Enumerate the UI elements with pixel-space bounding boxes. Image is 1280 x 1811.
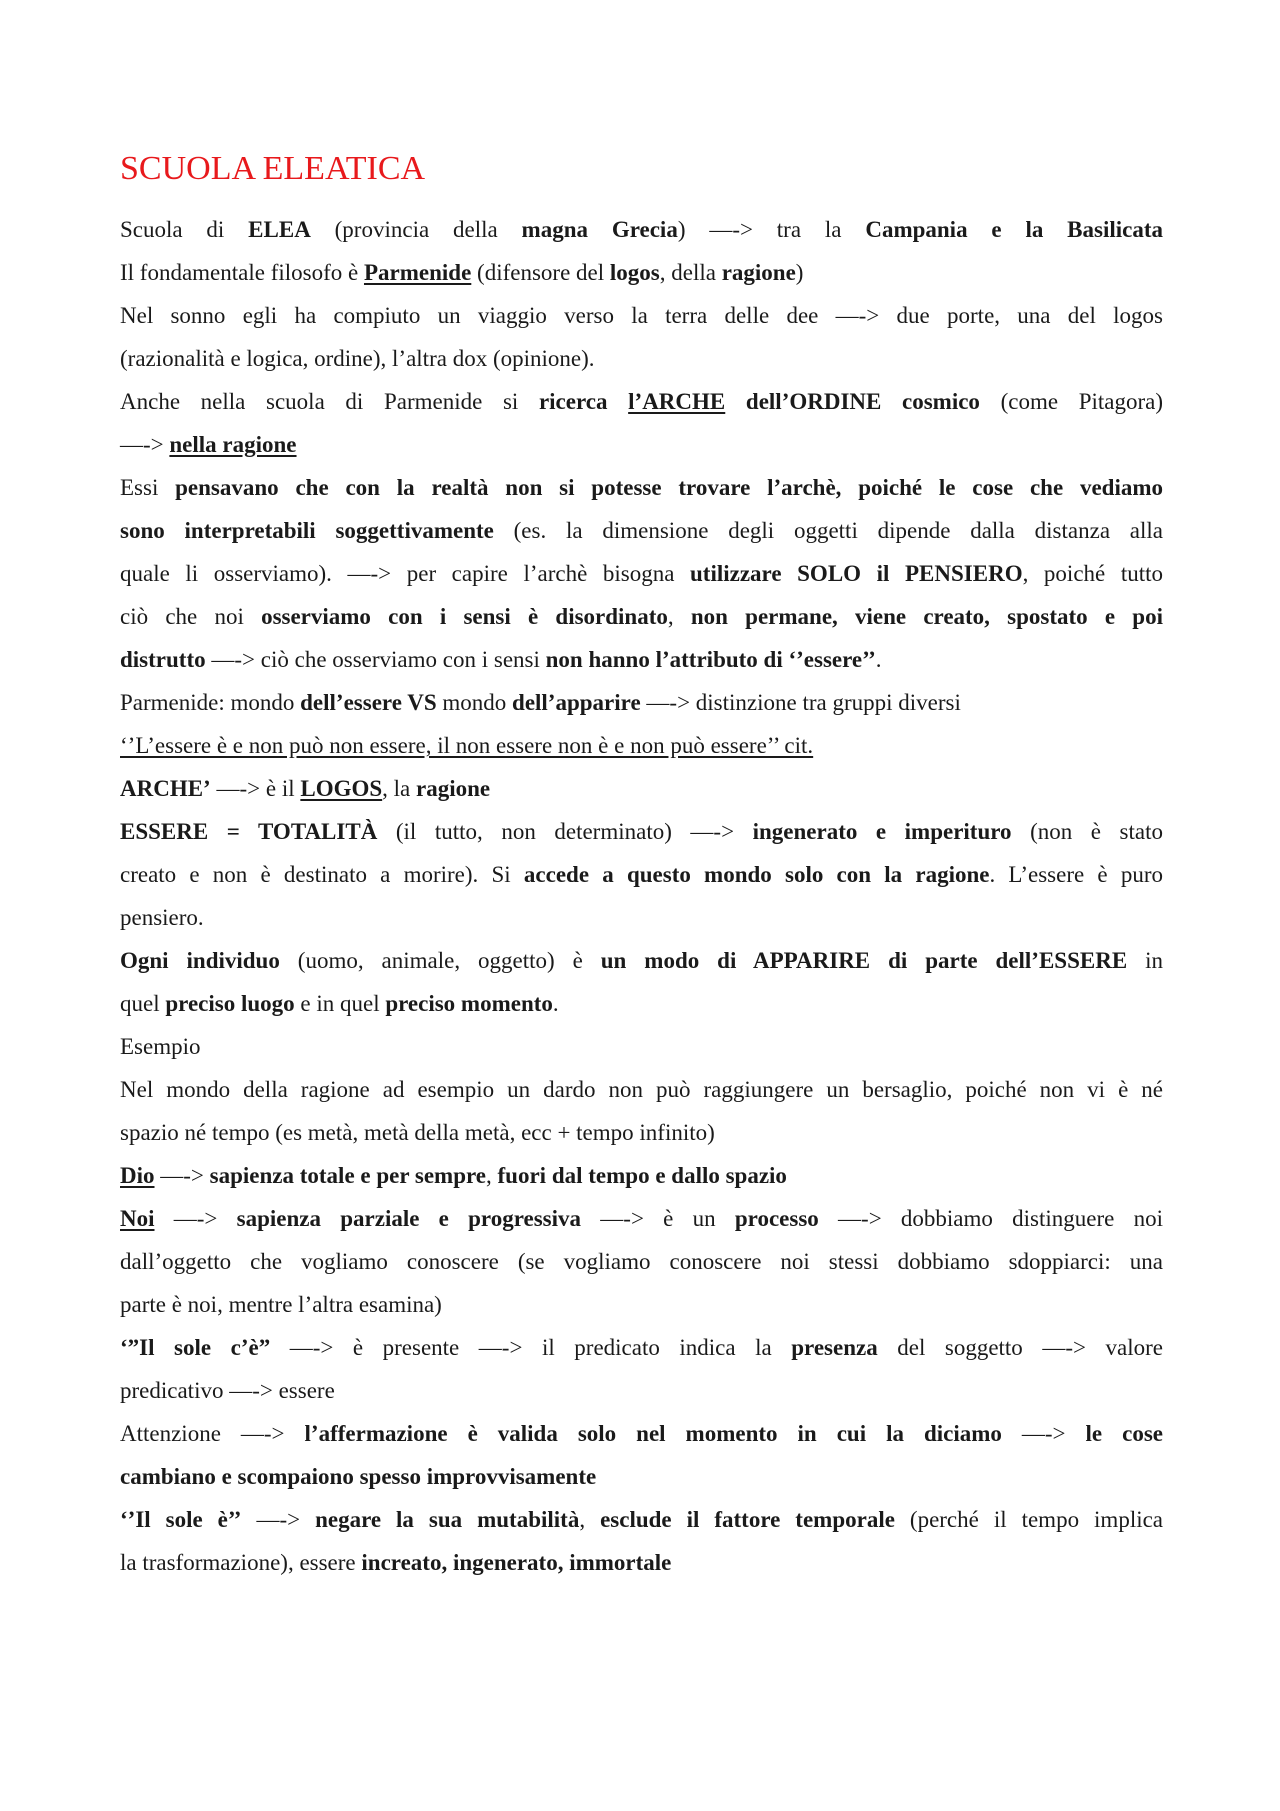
text-run: pensavano che con la realtà non si potesse trovare l’archè, poiché le cose che vediamo: [175, 475, 1163, 500]
text-run: —-> distinzione tra gruppi diversi: [640, 690, 961, 715]
text-run: processo: [734, 1206, 819, 1231]
text-run: , della: [659, 260, 722, 285]
text-run: —-> è il: [210, 776, 301, 801]
text-run: distrutto: [120, 647, 206, 672]
text-run: —->: [1001, 1421, 1086, 1446]
text-run: non permane, viene creato, spostato e poi: [690, 604, 1163, 629]
text-line: [120, 681, 1163, 724]
text-line: [120, 294, 1163, 337]
text-run: (il tutto, non determinato) —->: [377, 819, 753, 844]
text-run: non hanno l’attributo di ‘’essere’’: [545, 647, 876, 672]
text-line: [120, 1455, 1163, 1498]
text-line: [120, 1498, 1163, 1541]
text-run: [607, 389, 628, 414]
text-run: —->: [241, 1507, 316, 1532]
text-run: —->: [154, 1163, 210, 1188]
text-run: Ogni individuo: [120, 948, 280, 973]
text-line: [120, 509, 1163, 552]
text-line: [120, 466, 1163, 509]
text-run: Dio: [120, 1163, 155, 1188]
text-run: pensiero.: [120, 905, 204, 930]
text-run: Il fondamentale filosofo è: [120, 260, 364, 285]
text-run: sono interpretabili soggettivamente: [120, 518, 494, 543]
text-run: (razionalità e logica, ordine), l’altra dox (opinione).: [120, 346, 595, 371]
text-line: [120, 1326, 1163, 1369]
text-run: preciso luogo: [165, 991, 295, 1016]
text-run: increato, ingenerato, immortale: [361, 1550, 672, 1575]
text-run: l’affermazione è valida solo nel momento in cui la diciamo: [304, 1421, 1002, 1446]
text-line: [120, 767, 1163, 810]
text-line: [120, 1283, 1163, 1326]
text-run: esclude il fattore temporale: [600, 1507, 895, 1532]
text-line: [120, 208, 1163, 251]
text-run: —->: [154, 1206, 237, 1231]
text-run: dall’oggetto che vogliamo conoscere (se vogliamo conoscere noi stessi dobbiamo sdoppiarci: una: [120, 1249, 1163, 1274]
text-line: [120, 1068, 1163, 1111]
text-line: [120, 810, 1163, 853]
text-line: [120, 1412, 1163, 1455]
text-line: [120, 1154, 1163, 1197]
text-run: —-> è un: [581, 1206, 735, 1231]
text-run: e in quel: [294, 991, 386, 1016]
text-run: . L’essere è puro: [989, 862, 1163, 887]
text-run: presenza: [791, 1335, 878, 1360]
text-line: [120, 896, 1163, 939]
text-run: spazio né tempo (es metà, metà della metà, ecc + tempo infinito): [120, 1120, 715, 1145]
text-run: ragione: [721, 260, 796, 285]
text-run: in: [1127, 948, 1164, 973]
text-line: [120, 380, 1163, 423]
text-run: negare la sua mutabilità: [315, 1507, 580, 1532]
text-run: sapienza parziale e progressiva: [236, 1206, 582, 1231]
text-run: ARCHE’: [120, 776, 211, 801]
text-run: magna Grecia: [521, 217, 678, 242]
text-line: [120, 1369, 1163, 1412]
text-run: ‘’Il sole è’’: [120, 1507, 242, 1532]
text-run: Nel sonno egli ha compiuto un viaggio verso la terra delle dee —-> due porte, una del logos: [120, 303, 1163, 328]
text-run: ) —-> tra la: [677, 217, 866, 242]
text-run: quel: [120, 991, 166, 1016]
text-run: utilizzare SOLO il PENSIERO: [690, 561, 1023, 586]
text-run: del soggetto —-> valore: [877, 1335, 1163, 1360]
text-run: Essi: [120, 475, 176, 500]
text-line: [120, 595, 1163, 638]
text-line: [120, 1025, 1163, 1068]
text-run: dell’ORDINE cosmico: [745, 389, 980, 414]
text-line: [120, 1111, 1163, 1154]
text-run: Attenzione —->: [120, 1421, 305, 1446]
text-run: ricerca: [538, 389, 608, 414]
text-run: fuori dal tempo e dallo spazio: [497, 1163, 787, 1188]
text-run: (provincia della: [310, 217, 522, 242]
text-run: ESSERE = TOTALITÀ: [120, 819, 378, 844]
text-run: ,: [579, 1507, 601, 1532]
text-run: ingenerato e imperituro: [752, 819, 1012, 844]
text-run: Anche nella scuola di Parmenide si: [120, 389, 539, 414]
text-run: sapienza totale e per sempre: [209, 1163, 487, 1188]
text-line: [120, 638, 1163, 681]
text-run: ciò che noi: [120, 604, 262, 629]
text-run: le cose: [1085, 1421, 1163, 1446]
text-run: l’ARCHE: [628, 389, 726, 414]
text-run: logos: [609, 260, 660, 285]
text-run: (non è stato: [1011, 819, 1163, 844]
text-run: Esempio: [120, 1034, 201, 1059]
text-run: —-> ciò che osserviamo con i sensi: [205, 647, 546, 672]
text-run: nella ragione: [169, 432, 297, 457]
document-title: SCUOLA ELEATICA: [120, 150, 426, 187]
text-line: [120, 251, 1163, 294]
text-run: , poiché tutto: [1022, 561, 1163, 586]
text-run: (uomo, animale, oggetto) è: [279, 948, 601, 973]
text-run: (difensore del: [471, 260, 610, 285]
text-run: [725, 389, 746, 414]
text-line: [120, 1197, 1163, 1240]
text-line: [120, 1240, 1163, 1283]
text-run: preciso momento: [385, 991, 553, 1016]
text-run: Parmenide: [363, 260, 472, 285]
text-run: ,: [486, 1163, 498, 1188]
text-run: quale li osserviamo). —-> per capire l’archè bisogna: [120, 561, 691, 586]
text-run: osserviamo con i sensi è disordinato: [261, 604, 668, 629]
text-run: cambiano e scompaiono spesso improvvisamente: [120, 1464, 597, 1489]
text-run: LOGOS: [300, 776, 383, 801]
text-run: Nel mondo della ragione ad esempio un dardo non può raggiungere un bersaglio, poiché non vi è né: [120, 1077, 1163, 1102]
text-run: (perché il tempo implica: [894, 1507, 1164, 1532]
text-run: —->: [120, 432, 170, 457]
text-run: Campania e la Basilicata: [865, 217, 1164, 242]
text-run: ragione: [416, 776, 491, 801]
text-run: —-> dobbiamo distinguere noi: [818, 1206, 1163, 1231]
text-line: [120, 552, 1163, 595]
text-line: [120, 337, 1163, 380]
text-run: predicativo —-> essere: [120, 1378, 335, 1403]
text-run: dell’essere VS: [300, 690, 437, 715]
text-run: (es. la dimensione degli oggetti dipende dalla distanza alla: [493, 518, 1163, 543]
document-body: [120, 208, 1163, 1584]
text-run: Scuola di: [120, 217, 249, 242]
text-run: ): [795, 260, 804, 285]
text-run: .: [552, 991, 559, 1016]
text-run: Parmenide: mondo: [120, 690, 301, 715]
text-line: [120, 982, 1163, 1025]
text-run: (come Pitagora): [979, 389, 1164, 414]
text-run: ‘’L’essere è e non può non essere, il non essere non è e non può essere’’ cit.: [120, 733, 814, 758]
text-line: [120, 939, 1163, 982]
quote-line: [120, 724, 1163, 767]
text-run: ELEA: [248, 217, 311, 242]
text-run: un modo di APPARIRE di parte dell’ESSERE: [600, 948, 1128, 973]
text-line: [120, 1541, 1163, 1584]
text-line: [120, 853, 1163, 896]
text-run: creato e non è destinato a morire). Si: [120, 862, 524, 887]
text-run: , la: [382, 776, 417, 801]
text-run: ,: [667, 604, 691, 629]
text-run: parte è noi, mentre l’altra esamina): [120, 1292, 442, 1317]
text-run: dell’apparire: [512, 690, 641, 715]
text-run: —-> è presente —-> il predicato indica la: [270, 1335, 792, 1360]
text-run: la trasformazione), essere: [120, 1550, 362, 1575]
text-line: [120, 423, 1163, 466]
text-run: ‘”Il sole c’è”: [120, 1335, 271, 1360]
text-run: mondo: [436, 690, 513, 715]
text-run: .: [875, 647, 882, 672]
text-run: accede a questo mondo solo con la ragione: [523, 862, 990, 887]
text-run: Noi: [120, 1206, 155, 1231]
